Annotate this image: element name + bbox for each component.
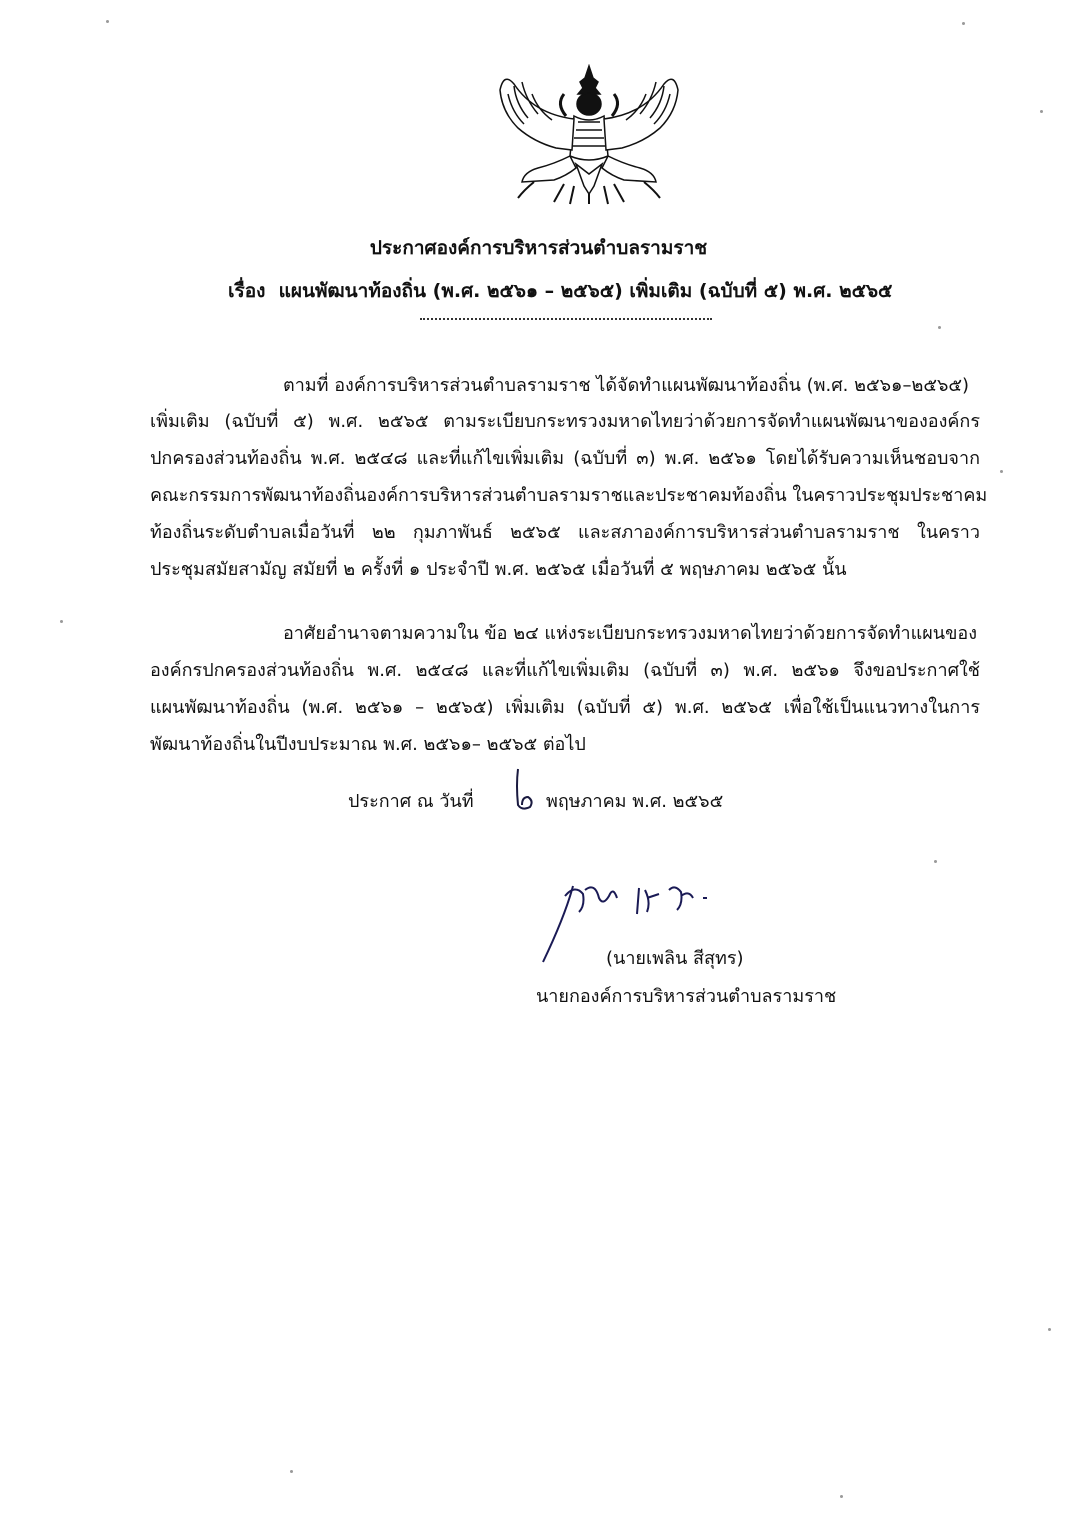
paragraph1-line-3: ปกครองส่วนท้องถิ่น พ.ศ. ๒๕๔๘ และที่แก้ไขเพิ่มเติม (ฉบับที่ ๓) พ.ศ. ๒๕๖๑ โดยได้รับความเห็นชอบจาก <box>150 448 980 469</box>
scan-speck <box>840 1495 843 1498</box>
announcement-subject <box>228 276 928 306</box>
paragraph1-line-2: เพิ่มเติม (ฉบับที่ ๕) พ.ศ. ๒๕๖๕ ตามระเบียบกระทรวงมหาดไทยว่าด้วยการจัดทำแผนพัฒนาขององค์กร <box>150 411 980 432</box>
paragraph1-line-4: คณะกรรมการพัฒนาท้องถิ่นองค์การบริหารส่วนตำบลรามราชและประชาคมท้องถิ่น ในคราวประชุมประชาคม <box>150 485 988 506</box>
paragraph2-line-4: พัฒนาท้องถิ่นในปีงบประมาณ พ.ศ. ๒๕๖๑– ๒๕๖๕ ต่อไป <box>150 734 586 755</box>
scan-speck <box>938 326 941 329</box>
paragraph2-line-2: องค์กรปกครองส่วนท้องถิ่น พ.ศ. ๒๕๔๘ และที่แก้ไขเพิ่มเติม (ฉบับที่ ๓) พ.ศ. ๒๕๖๑ จึงขอประกาศใช้ <box>150 660 980 681</box>
subject-text: แผนพัฒนาท้องถิ่น (พ.ศ. ๒๕๖๑ – ๒๕๖๕) เพิ่มเติม (ฉบับที่ ๕) พ.ศ. ๒๕๖๕ <box>278 280 893 302</box>
scan-speck <box>1040 110 1043 113</box>
announce-date-suffix: พฤษภาคม พ.ศ. ๒๕๖๕ <box>546 791 724 812</box>
scan-speck <box>962 22 965 25</box>
paragraph1-line-1: ตามที่ องค์การบริหารส่วนตำบลรามราช ได้จัดทำแผนพัฒนาท้องถิ่น (พ.ศ. ๒๕๖๑–๒๕๖๕) <box>283 375 970 396</box>
scan-speck <box>1048 1328 1051 1331</box>
title-separator <box>420 318 712 320</box>
paragraph2-line-3: แผนพัฒนาท้องถิ่น (พ.ศ. ๒๕๖๑ – ๒๕๖๕) เพิ่มเติม (ฉบับที่ ๕) พ.ศ. ๒๕๖๕ เพื่อใช้เป็นแนวทางในการ <box>150 697 980 718</box>
announce-date-prefix: ประกาศ ณ วันที่ <box>348 791 474 812</box>
paragraph2-line-1: อาศัยอำนาจตามความใน ข้อ ๒๔ แห่งระเบียบกระทรวงมหาดไทยว่าด้วยการจัดทำแผนของ <box>283 623 978 644</box>
announcement-title: ประกาศองค์การบริหารส่วนตำบลรามราช <box>369 237 708 259</box>
scan-speck <box>934 860 937 863</box>
paragraph1-line-5: ท้องถิ่นระดับตำบลเมื่อวันที่ ๒๒ กุมภาพันธ์ ๒๕๖๕ และสภาองค์การบริหารส่วนตำบลรามราช ในคราว <box>150 522 980 543</box>
paragraph1-line-6: ประชุมสมัยสามัญ สมัยที่ ๒ ครั้งที่ ๑ ประจำปี พ.ศ. ๒๕๖๕ เมื่อวันที่ ๕ พฤษภาคม ๒๕๖๕ นั้น <box>150 559 847 580</box>
garuda-emblem-icon <box>494 64 684 206</box>
scan-speck <box>106 20 109 23</box>
handwritten-day <box>504 765 544 815</box>
signer-position: นายกองค์การบริหารส่วนตำบลรามราช <box>536 986 837 1007</box>
scan-speck <box>290 1470 293 1473</box>
scan-speck <box>60 620 63 623</box>
subject-label: เรื่อง <box>228 280 266 302</box>
signer-name: (นายเพลิน สีสุทร) <box>606 948 744 969</box>
scan-speck <box>1000 470 1003 473</box>
